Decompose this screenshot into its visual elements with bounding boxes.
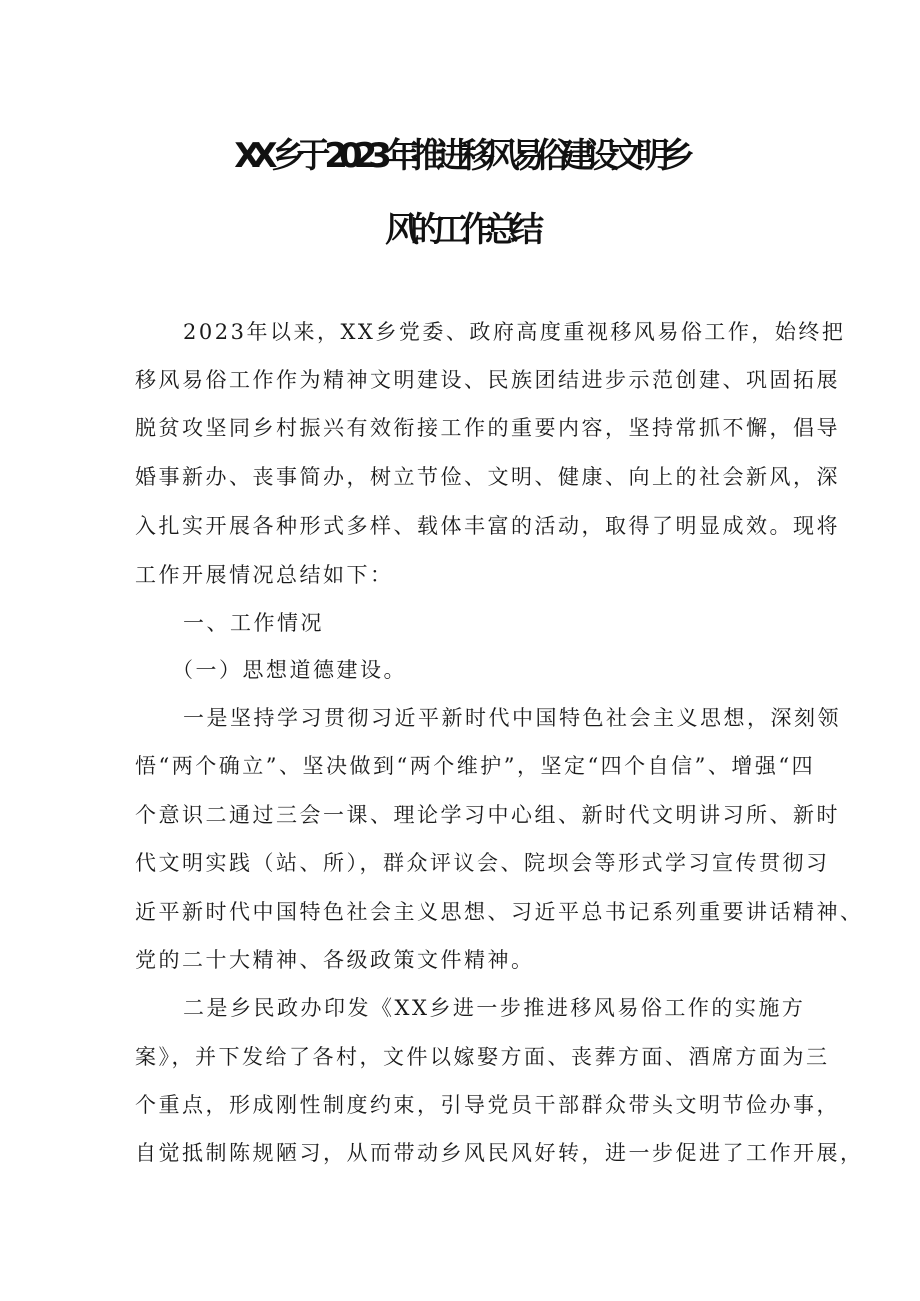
- body-line-5: 入扎实开展各种形式多样、载体丰富的活动，取得了明显成效。现将: [135, 514, 840, 538]
- document-title-line-1: XX 乡于 2023 年推进移风易俗建设文明乡: [234, 136, 686, 176]
- body-line-9: 一是坚持学习贯彻习近平新时代中国特色社会主义思想，深刻领: [183, 706, 841, 730]
- body-line-10: 悟“两个确立”、坚决做到“两个维护”，坚定“四个自信”、增强“四: [135, 754, 816, 778]
- body-line-4: 婚事新办、丧事简办，树立节俭、文明、健康、向上的社会新风，深: [135, 465, 840, 489]
- body-line-14: 党的二十大精神、各级政策文件精神。: [135, 948, 535, 972]
- body-line-18: 自觉抵制陈规陋习，从而带动乡风民风好转，进一步促进了工作开展，: [135, 1141, 864, 1165]
- body-line-12: 代文明实践（站、所），群众评议会、院坝会等形式学习宣传贯彻习: [135, 851, 830, 875]
- section-heading: 一、工作情况: [183, 611, 324, 635]
- body-line-15: 二是乡民政办印发《XX乡进一步推进移风易俗工作的实施方: [183, 996, 806, 1020]
- body-line-1: 2023年以来，XX乡党委、政府高度重视移风易俗工作，始终把: [183, 320, 846, 344]
- document-title-line-2: 风的工作总结: [385, 210, 535, 250]
- body-line-13: 近平新时代中国特色社会主义思想、习近平总书记系列重要讲话精神、: [135, 900, 864, 924]
- body-line-17: 个重点，形成刚性制度约束，引导党员干部群众带头文明节俭办事，: [135, 1093, 840, 1117]
- body-line-3: 脱贫攻坚同乡村振兴有效衔接工作的重要内容，坚持常抓不懈，倡导: [135, 416, 840, 440]
- subsection-heading: （一）思想道德建设。: [172, 658, 407, 682]
- body-line-6: 工作开展情况总结如下：: [135, 563, 394, 587]
- body-line-11: 个意识二通过三会一课、理论学习中心组、新时代文明讲习所、新时: [135, 803, 840, 827]
- body-line-2: 移风易俗工作作为精神文明建设、民族团结进步示范创建、巩固拓展: [135, 368, 840, 392]
- body-line-16: 案》，并下发给了各村，文件以嫁娶方面、丧葬方面、酒席方面为三: [135, 1045, 830, 1069]
